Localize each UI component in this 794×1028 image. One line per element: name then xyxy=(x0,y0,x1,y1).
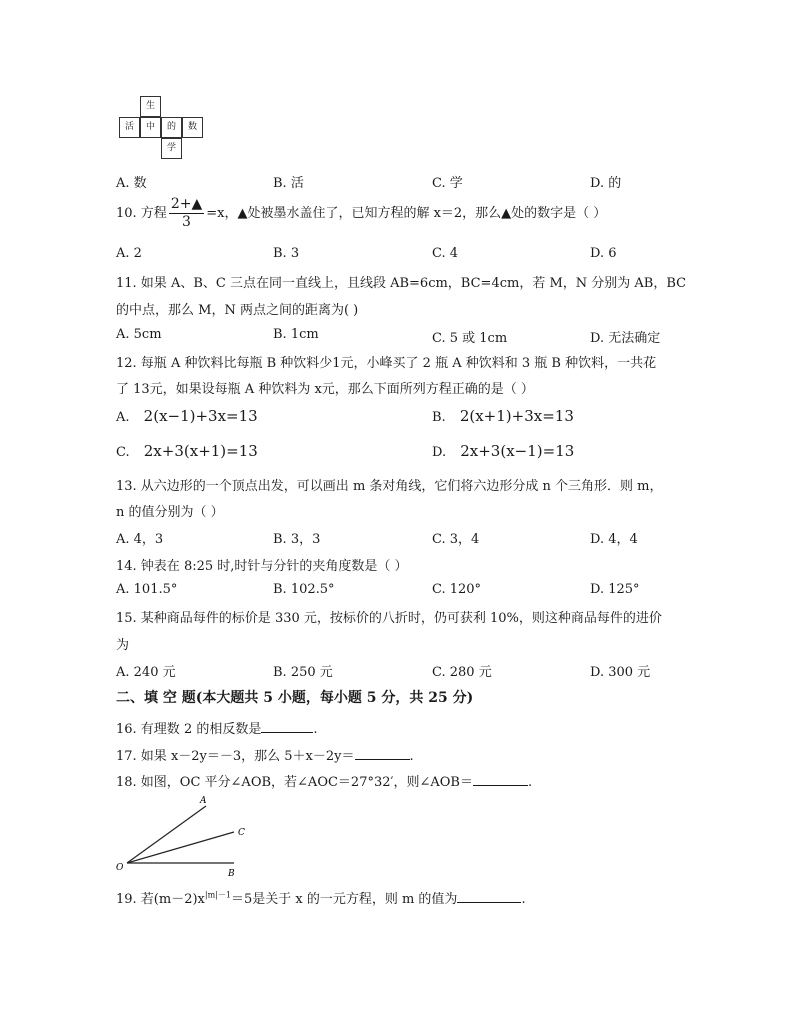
q13-line1: 13. 从六边形的一个顶点出发，可以画出 m 条对角线，它们将六边形分成 n 个三角形．则 m， xyxy=(116,479,663,494)
q12-line2: 了 13元，如果设每瓶 A 种饮料为 x元，那么下面所列方程正确的是（ ） xyxy=(116,382,534,397)
q12-option-d xyxy=(432,442,574,460)
q12-line1: 12. 每瓶 A 种饮料比每瓶 B 种饮料少1元，小峰买了 2 瓶 A 种饮料和 3 瓶 B 种饮料，一共花 xyxy=(116,356,657,371)
q12-option-a-equation: 2(x−1)+3x=13 xyxy=(143,407,258,425)
q14-option-d: D. 125° xyxy=(590,582,640,597)
q18-period: . xyxy=(527,775,533,790)
q13-line2: n 的值分别为（ ） xyxy=(116,505,224,520)
q12-option-b-equation: 2(x+1)+3x=13 xyxy=(459,407,574,425)
cube-cell: 生 xyxy=(140,96,161,117)
q18-text: 18. 如图，OC 平分∠AOB，若∠AOC＝27°32′，则∠AOB＝ xyxy=(116,775,473,790)
q11-option-c: C. 5 或 1cm xyxy=(432,331,508,346)
q12-option-c xyxy=(116,442,258,460)
q15-option-c: C. 280 元 xyxy=(432,665,492,680)
ray-oc xyxy=(127,832,234,863)
q14-option-c: C. 120° xyxy=(432,582,482,597)
cube-cell: 学 xyxy=(161,138,182,159)
q12-option-c-label: C. xyxy=(116,445,130,460)
q13-option-c: C. 3，4 xyxy=(432,532,480,547)
section-heading: 二、填 空 题(本大题共 5 小题，每小题 5 分，共 25 分) xyxy=(116,690,474,706)
q13-option-d: D. 4，4 xyxy=(590,532,638,547)
q10-option-d: D. 6 xyxy=(590,246,617,261)
q12-option-d-label: D. xyxy=(432,445,447,460)
label-c: C xyxy=(238,828,245,838)
q15-line2: 为 xyxy=(116,638,130,653)
question-17 xyxy=(116,745,414,764)
q9-option-d: D. 的 xyxy=(590,176,622,191)
q13-option-b: B. 3，3 xyxy=(273,532,321,547)
q19-period: . xyxy=(521,892,526,907)
q19-prefix: 19. 若(m－2)x xyxy=(116,892,205,907)
q10-prefix: 10. 方程 xyxy=(116,206,167,221)
q16-text: 16. 有理数 2 的相反数是 xyxy=(116,722,262,737)
q12-option-d-equation: 2x+3(x−1)=13 xyxy=(460,442,575,460)
label-o: O xyxy=(116,863,124,873)
q11-option-d: D. 无法确定 xyxy=(590,331,661,346)
q17-period: . xyxy=(409,749,414,764)
q15-option-a: A. 240 元 xyxy=(116,665,176,680)
q12-option-b-label: B. xyxy=(432,410,446,425)
q10-fraction xyxy=(169,196,204,231)
q10-numerator: 2+▲ xyxy=(170,196,203,212)
q12-option-c-equation: 2x+3(x+1)=13 xyxy=(143,442,258,460)
q12-option-a-label: A. xyxy=(116,410,130,425)
q10-option-b: B. 3 xyxy=(273,246,300,261)
q12-option-b xyxy=(432,407,574,425)
q15-option-d: D. 300 元 xyxy=(590,665,651,680)
angle-figure xyxy=(110,792,260,880)
answer-blank xyxy=(261,720,313,733)
q9-option-a: A. 数 xyxy=(116,176,147,191)
cube-cell: 数 xyxy=(182,117,203,138)
q10-suffix: =x，▲处被墨水盖住了，已知方程的解 x＝2，那么▲处的数字是（ ） xyxy=(206,206,607,221)
answer-blank xyxy=(355,747,410,760)
cube-cell: 中 xyxy=(140,117,161,138)
q11-option-b: B. 1cm xyxy=(273,327,319,342)
q17-text: 17. 如果 x－2y＝－3，那么 5＋x－2y＝ xyxy=(116,749,355,764)
q15-line1: 15. 某种商品每件的标价是 330 元，按标价的八折时，仍可获利 10%，则这种商品每件的进价 xyxy=(116,611,662,626)
q19-exponent: |m|－1 xyxy=(204,890,231,900)
label-a: A xyxy=(200,796,207,806)
q11-line2: 的中点，那么 M，N 两点之间的距离为( ) xyxy=(116,303,359,318)
question-16 xyxy=(116,718,317,737)
q13-option-a: A. 4，3 xyxy=(116,532,164,547)
q10-option-a: A. 2 xyxy=(116,246,142,261)
q14-line: 14. 钟表在 8:25 时,时针与分针的夹角度数是（ ） xyxy=(116,559,408,574)
q16-period: . xyxy=(313,722,318,737)
answer-blank xyxy=(473,773,528,786)
label-b: B xyxy=(228,869,235,879)
q9-option-b: B. 活 xyxy=(273,176,304,191)
cube-cell: 的 xyxy=(161,117,182,138)
q15-option-b: B. 250 元 xyxy=(273,665,333,680)
cube-cell: 活 xyxy=(119,117,140,138)
question-10 xyxy=(116,196,606,231)
q9-option-c: C. 学 xyxy=(432,176,463,191)
q14-option-a: A. 101.5° xyxy=(116,582,178,597)
q10-option-c: C. 4 xyxy=(432,246,459,261)
q14-option-b: B. 102.5° xyxy=(273,582,335,597)
answer-blank xyxy=(457,890,521,903)
ray-oa xyxy=(127,806,206,863)
question-19 xyxy=(116,888,526,907)
q11-option-a: A. 5cm xyxy=(116,327,162,342)
q11-line1: 11. 如果 A、B、C 三点在同一直线上，且线段 AB=6cm，BC=4cm，若 M，N 分别为 AB，BC xyxy=(116,276,687,291)
q10-denominator: 3 xyxy=(182,214,191,230)
q12-option-a xyxy=(116,407,258,425)
question-18 xyxy=(116,771,532,790)
q19-suffix: ＝5是关于 x 的一元方程，则 m 的值为 xyxy=(230,892,458,907)
